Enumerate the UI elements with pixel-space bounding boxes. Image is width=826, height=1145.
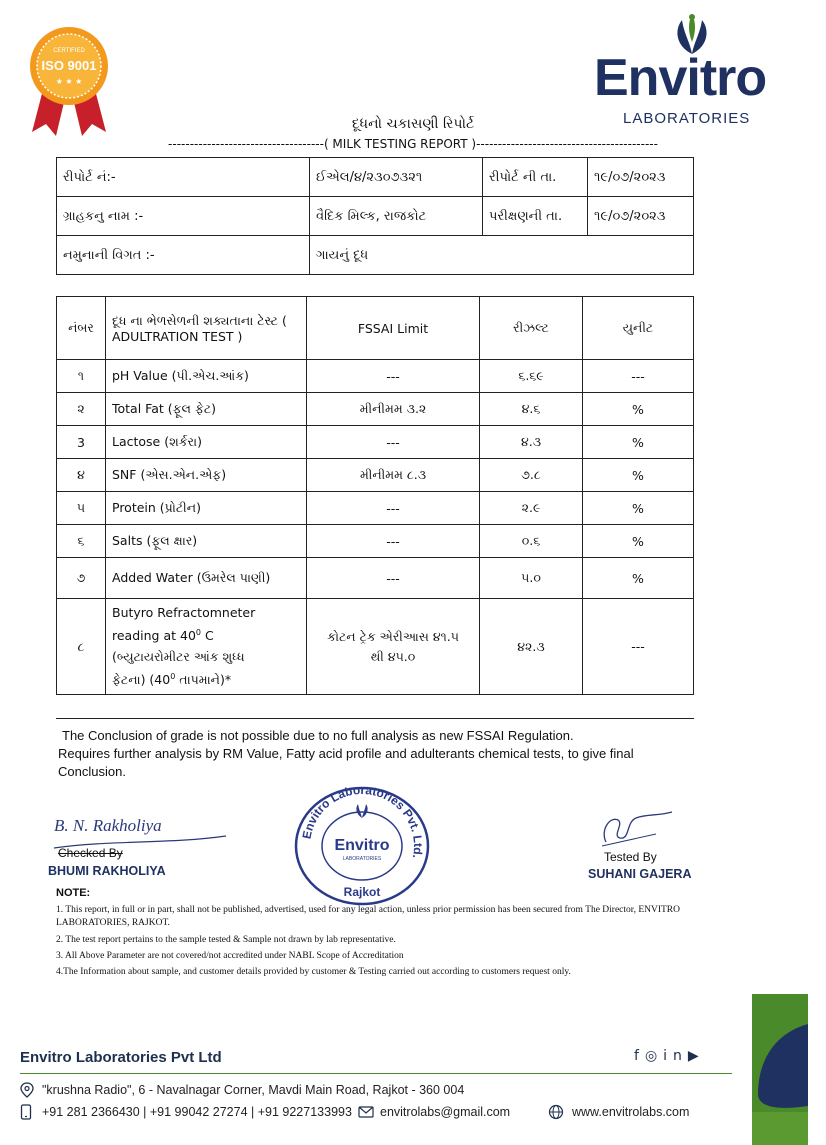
checked-by-label: Checked By — [58, 846, 123, 860]
tested-by-name: SUHANI GAJERA — [588, 867, 692, 881]
footer-company: Envitro Laboratories Pvt Ltd — [20, 1049, 222, 1066]
footer-website[interactable]: www.envitrolabs.com — [572, 1105, 690, 1119]
company-logo — [590, 12, 790, 127]
note-item: 4.The Information about sample, and customer details provided by customer & Testing carried out according to customers request only. — [56, 967, 571, 977]
instagram-icon[interactable]: ◎ — [644, 1048, 664, 1064]
row-result: ૫.૦ — [480, 558, 583, 599]
stamp-ring-text: Envitro Laboratories Pvt. Ltd. — [299, 784, 426, 860]
svg-text:★ ★ ★: ★ ★ ★ — [55, 77, 83, 86]
stamp-center-sub: LABORATORIES — [342, 856, 382, 862]
info-table — [56, 157, 694, 275]
notes — [56, 887, 696, 979]
row-no: ૨ — [57, 393, 106, 426]
info-row — [57, 197, 694, 236]
row-limit: કોટન ટ્રેક એરીઆસ ૪૧.૫ થી ૪૫.૦ — [307, 599, 480, 695]
row-test: Lactose (શર્કરા) — [106, 426, 307, 459]
logo-word: Envitro — [594, 49, 767, 107]
row-limit: --- — [307, 525, 480, 558]
badge-line1: CERTIFIED — [53, 48, 85, 54]
table-row — [57, 599, 694, 695]
row-result: ૪.૩ — [480, 426, 583, 459]
row-limit: મીનીમમ ૩.૨ — [307, 393, 480, 426]
row-test: pH Value (પી.એચ.આંક) — [106, 360, 307, 393]
table-row — [57, 492, 694, 525]
row-unit: --- — [583, 360, 694, 393]
header-result: રીઝલ્ટ — [480, 297, 583, 360]
row-result: ૪૨.૩ — [480, 599, 583, 695]
test-date-value: ૧૯/૦૭/૨૦૨૩ — [588, 197, 694, 236]
row-test: Protein (પ્રોટીન) — [106, 492, 307, 525]
row-unit: % — [583, 492, 694, 525]
info-row — [57, 158, 694, 197]
row-test: Added Water (ઉમરેલ પાણી) — [106, 558, 307, 599]
row-unit: --- — [583, 599, 694, 695]
row-no: ૫ — [57, 492, 106, 525]
checked-by-name: BHUMI RAKHOLIYA — [48, 864, 166, 878]
note-item: 1. This report, in full or in part, shall not be published, advertised, used for any legal action, unless prior permission has been secured from The Director, ENVITRO LABORATORIES, RAJKOT. — [56, 905, 681, 928]
header-unit: યુનીટ — [583, 297, 694, 360]
table-row — [57, 558, 694, 599]
report-no-label: રીપોર્ટ નં:- — [57, 158, 310, 197]
row-no: ૭ — [57, 558, 106, 599]
row-result: ૪.૬ — [480, 393, 583, 426]
row-limit: --- — [307, 360, 480, 393]
row-unit: % — [583, 426, 694, 459]
report-no-value: ઈએલ/૪/૨૩૦૭૩૨૧ — [310, 158, 483, 197]
note-item: 3. All Above Parameter are not covered/not accredited under NABL Scope of Accreditation — [56, 951, 404, 961]
header-test: દૂધ ના ભેળસેળની શક્યતાના ટેસ્ટ ( ADULTRATION TEST ) — [106, 297, 307, 360]
footer-address: "krushna Radio", 6 - Navalnagar Corner, Mavdi Main Road, Rajkot - 360 004 — [42, 1083, 465, 1097]
sample-value: ગાયનું દૂધ — [310, 236, 694, 275]
row-no: ૬ — [57, 525, 106, 558]
youtube-icon[interactable]: ▶ — [687, 1048, 705, 1064]
footer-divider — [20, 1073, 732, 1074]
conclusion-line1: The Conclusion of grade is not possible due to no full analysis as new FSSAI Regulation. — [62, 728, 574, 743]
stamp-city: Rajkot — [343, 885, 381, 899]
footer-phones: +91 281 2366430 | +91 99042 27274 | +91 9227133993 — [42, 1105, 352, 1119]
social-icons — [634, 1048, 705, 1064]
header-limit: FSSAI Limit — [307, 297, 480, 360]
table-row — [57, 393, 694, 426]
table-row — [57, 459, 694, 492]
divider — [56, 718, 694, 719]
tested-by-label: Tested By — [604, 850, 657, 864]
row-result: ૨.૯ — [480, 492, 583, 525]
row-no: 3 — [57, 426, 106, 459]
row-unit: % — [583, 459, 694, 492]
checked-signature: B. N. Rakholiya — [54, 816, 162, 835]
report-date-value: ૧૯/૦૭/૨૦૨૩ — [588, 158, 694, 197]
linkedin-icon[interactable]: in — [663, 1048, 688, 1064]
row-unit: % — [583, 558, 694, 599]
corner-decoration — [752, 994, 808, 1145]
row-test: SNF (એસ.એન.એફ) — [106, 459, 307, 492]
phone-icon — [20, 1104, 32, 1120]
row-limit: મીનીમમ ૮.૩ — [307, 459, 480, 492]
row-limit: --- — [307, 426, 480, 459]
customer-value: વૈદિક મિલ્ક, રાજકોટ — [310, 197, 483, 236]
row-result: ૬.૬૯ — [480, 360, 583, 393]
badge-line2: ISO 9001 — [41, 58, 97, 73]
test-date-label: પરીક્ષણની તા. — [483, 197, 588, 236]
conclusion — [58, 727, 698, 781]
report-title: દૂધનો ચકાસણી રિપોર્ટ — [351, 116, 475, 132]
row-limit: --- — [307, 558, 480, 599]
row-no: ૧ — [57, 360, 106, 393]
row-unit: % — [583, 393, 694, 426]
row-unit: % — [583, 525, 694, 558]
footer-email[interactable]: envitrolabs@gmail.com — [380, 1105, 511, 1119]
tested-signature — [596, 806, 676, 850]
globe-icon — [548, 1104, 564, 1120]
adulteration-table — [56, 296, 694, 695]
row-no: ૪ — [57, 459, 106, 492]
row-no: ૮ — [57, 599, 106, 695]
email-icon — [358, 1106, 374, 1118]
row-limit: --- — [307, 492, 480, 525]
conclusion-line2: Requires further analysis by RM Value, Fatty acid profile and adulterants chemical tests, to give final Conclusion. — [58, 746, 634, 779]
table-row — [57, 426, 694, 459]
report-subtitle: ------------------------------------( MILK TESTING REPORT )------------------------------------------ — [168, 137, 658, 151]
location-pin-icon — [20, 1082, 34, 1098]
row-result: ૦.૬ — [480, 525, 583, 558]
table-header-row — [57, 297, 694, 360]
stamp-center: Envitro — [334, 837, 390, 854]
customer-label: ગ્રાહકનુ નામ :- — [57, 197, 310, 236]
info-row — [57, 236, 694, 275]
table-body — [57, 360, 694, 599]
logo-sub: LABORATORIES — [623, 110, 751, 127]
sample-label: નમુનાની વિગત :- — [57, 236, 310, 275]
notes-heading: NOTE: — [56, 887, 91, 899]
header-no: નંબર — [57, 297, 106, 360]
table-row — [57, 525, 694, 558]
note-item: 2. The test report pertains to the sample tested & Sample not drawn by lab representative. — [56, 935, 396, 945]
row-test: Salts (ફૂલ ક્ષાર) — [106, 525, 307, 558]
facebook-icon[interactable]: f — [634, 1048, 645, 1064]
row-test: Butyro Refractomneter reading at $40^0$ C (બ્યુટાયરોમીટર આંક શુધ્ધ ફેટના) ($40^0$ તાપમાને)* — [106, 599, 307, 695]
report-date-label: રીપોર્ટ ની તા. — [483, 158, 588, 197]
table-row — [57, 360, 694, 393]
row-result: ૭.૮ — [480, 459, 583, 492]
row-test: Total Fat (ફૂલ ફેટ) — [106, 393, 307, 426]
